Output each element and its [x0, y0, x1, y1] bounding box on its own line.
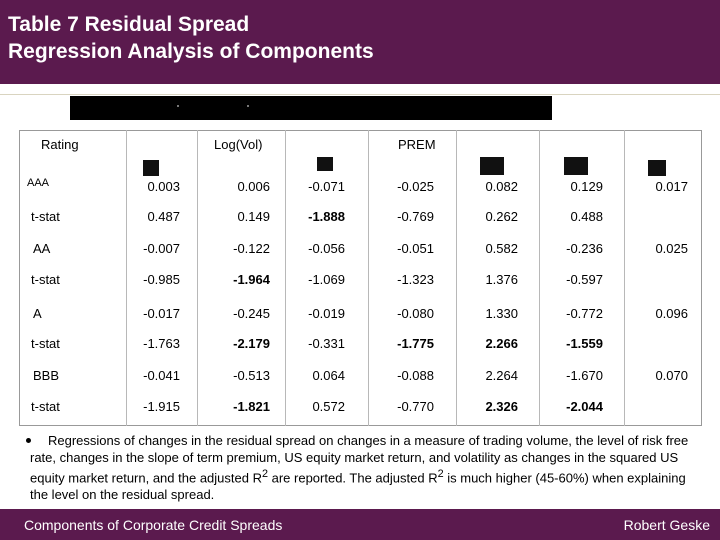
table-cell: 2.266	[485, 336, 518, 351]
table-cell: -0.071	[308, 179, 345, 194]
table-cell: 0.487	[147, 209, 180, 224]
table-cell: -0.245	[233, 306, 270, 321]
table-cell: -0.041	[143, 368, 180, 383]
row-label: BBB	[33, 368, 60, 383]
table-cell: 0.149	[237, 209, 270, 224]
row-label: t-stat	[31, 336, 60, 351]
table-cell: 0.129	[570, 179, 603, 194]
table-cell: 0.064	[312, 368, 345, 383]
table-cell: -1.763	[143, 336, 180, 351]
header-prem: PREM	[398, 137, 436, 152]
table-cell: -0.122	[233, 241, 270, 256]
footnote-text: Regressions of changes in the residual spread on changes in a measure of trading volume, the level of risk free rate, changes in the slope of term premium, US equity market return, and volatility as changes in the squared US equity market return, and the adjusted $R^2$ are reported. The adjusted $R^2$ is much higher (45-60%) when explaining the level on the residual spread.	[30, 433, 689, 503]
table-cell: -1.888	[308, 209, 345, 224]
table-cell: 1.376	[485, 272, 518, 287]
row-label: AAA	[27, 177, 50, 189]
header-symbol-box	[564, 157, 588, 175]
table-cell: -1.915	[143, 399, 180, 414]
table-cell: 0.262	[485, 209, 518, 224]
table-cell: -0.019	[308, 306, 345, 321]
table-cell: -1.821	[233, 399, 270, 414]
table-cell: -0.513	[233, 368, 270, 383]
table-cell: 0.006	[237, 179, 270, 194]
table-cell: 0.582	[485, 241, 518, 256]
column-divider	[197, 130, 198, 426]
footer-bar	[0, 509, 720, 540]
table-cell: -0.088	[397, 368, 434, 383]
header-symbol-box	[317, 157, 333, 171]
table-cell: 0.025	[655, 241, 688, 256]
bullet-icon	[26, 438, 31, 443]
header-symbol-box	[480, 157, 504, 175]
table-cell: -0.769	[397, 209, 434, 224]
row-label: A	[33, 306, 42, 321]
table-cell: -0.080	[397, 306, 434, 321]
header-symbol-box	[143, 160, 159, 176]
table-cell: -1.670	[566, 368, 603, 383]
table-cell: -1.775	[397, 336, 434, 351]
bar-dot	[177, 105, 179, 107]
title-line-2: Regression Analysis of Components	[8, 40, 374, 63]
table-cell: -2.044	[566, 399, 603, 414]
row-label: t-stat	[31, 399, 60, 414]
table-cell: 0.017	[655, 179, 688, 194]
header-logvol: Log(Vol)	[214, 137, 263, 152]
table-cell: -0.017	[143, 306, 180, 321]
table-cell: 2.326	[485, 399, 518, 414]
table-cell: -0.331	[308, 336, 345, 351]
header-rating: Rating	[41, 137, 79, 152]
title-line-1: Table 7 Residual Spread	[8, 13, 250, 36]
table-cell: -1.323	[397, 272, 434, 287]
table-cell: 0.572	[312, 399, 345, 414]
table-cell: -2.179	[233, 336, 270, 351]
title-banner	[0, 0, 720, 84]
row-label: t-stat	[31, 272, 60, 287]
table-cell: 0.070	[655, 368, 688, 383]
table-cell: 0.082	[485, 179, 518, 194]
footer-title: Components of Corporate Credit Spreads	[24, 517, 283, 533]
table-cell: -1.559	[566, 336, 603, 351]
page-title	[8, 11, 374, 65]
table-cell: -0.236	[566, 241, 603, 256]
table-cell: -1.964	[233, 272, 270, 287]
table-cell: 1.330	[485, 306, 518, 321]
footnote	[30, 432, 692, 503]
table-cell: 2.264	[485, 368, 518, 383]
table-cell: -1.069	[308, 272, 345, 287]
table-cell: -0.051	[397, 241, 434, 256]
table-cell: -0.025	[397, 179, 434, 194]
redacted-header-bar	[70, 96, 552, 120]
banner-underline	[0, 84, 720, 95]
table-cell: -0.056	[308, 241, 345, 256]
table-cell: -0.597	[566, 272, 603, 287]
table-cell: -0.007	[143, 241, 180, 256]
row-label: t-stat	[31, 209, 60, 224]
row-label: AA	[33, 241, 51, 256]
table-cell: -0.770	[397, 399, 434, 414]
table-cell: 0.096	[655, 306, 688, 321]
header-symbol-box	[648, 160, 666, 176]
bar-dot	[247, 105, 249, 107]
table-cell: -0.772	[566, 306, 603, 321]
table-cell: -0.985	[143, 272, 180, 287]
footer-author: Robert Geske	[623, 517, 710, 533]
table-cell: 0.488	[570, 209, 603, 224]
table-cell: 0.003	[147, 179, 180, 194]
